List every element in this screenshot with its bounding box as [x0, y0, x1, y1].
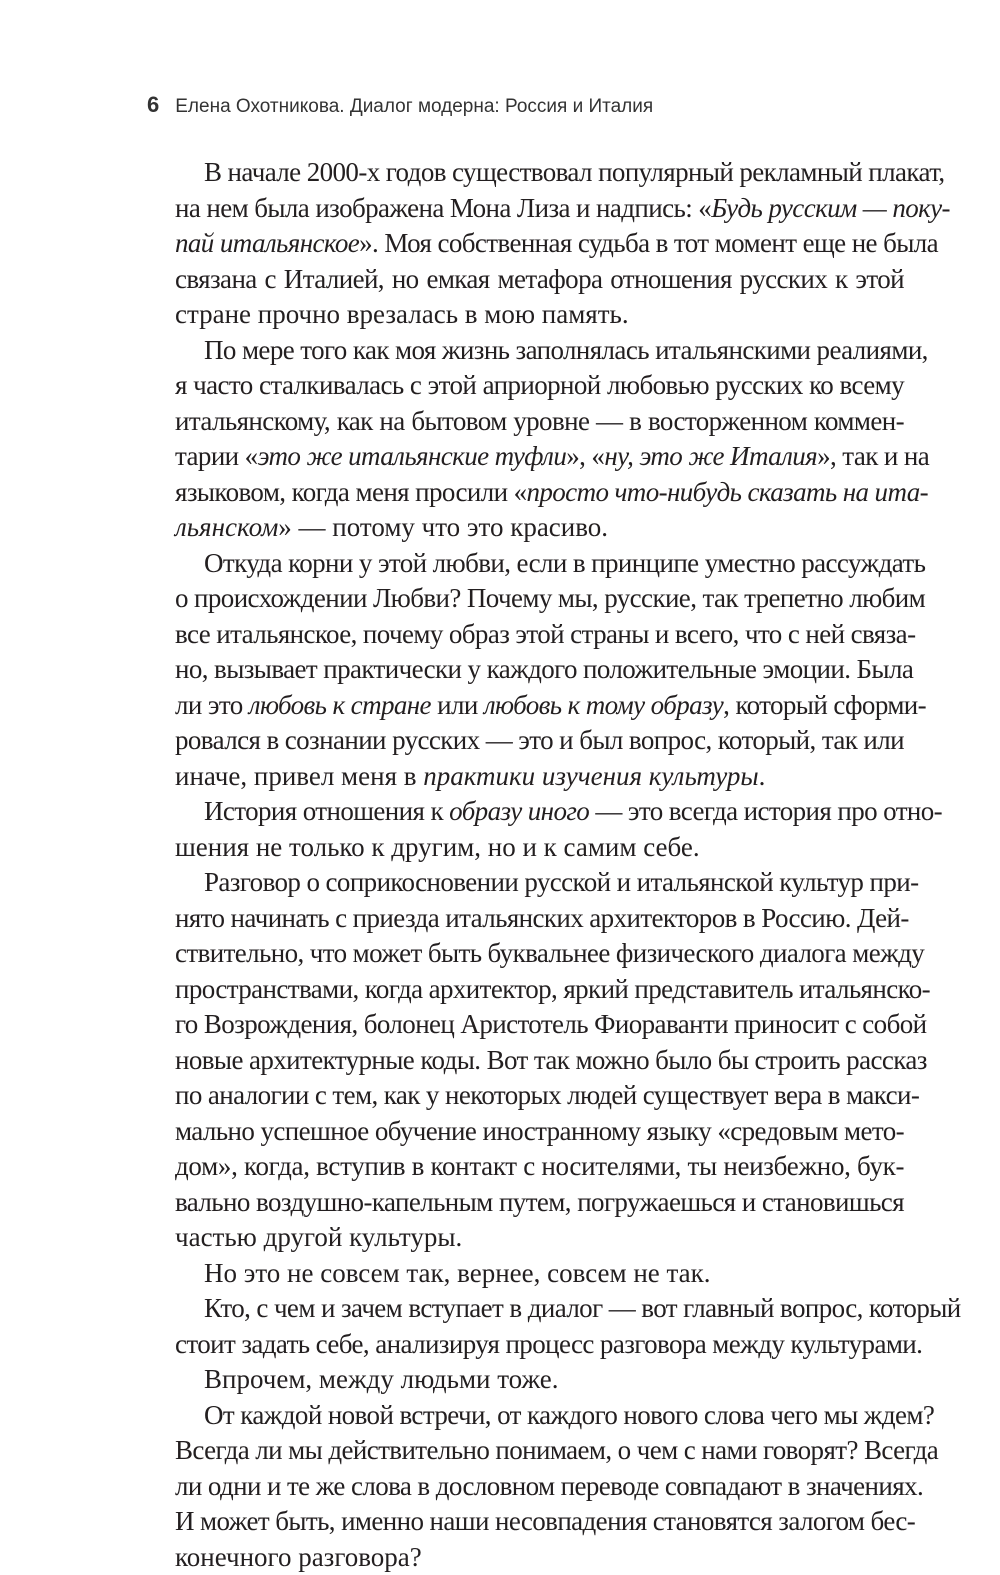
- text-run: связана с Италией, но емкая метафора отношения русских к этой: [175, 264, 904, 294]
- text-run: Откуда корни у этой любви, если в принципе уместно рассуждать: [204, 548, 925, 578]
- text-line: [146, 297, 904, 333]
- text-line: [146, 1540, 904, 1575]
- italic-run: Будь русским — поку-: [711, 193, 950, 223]
- text-run: на нем была изображена Мона Лиза и надпись: «: [175, 193, 711, 223]
- paragraph: [146, 865, 904, 1256]
- text-line: [146, 1043, 904, 1079]
- text-run: но, вызывает практически у каждого положительные эмоции. Была: [175, 654, 913, 684]
- text-run: ствительно, что может быть буквальнее физического диалога между: [175, 938, 924, 968]
- text-run: », так и на: [817, 441, 929, 471]
- text-line: [146, 368, 904, 404]
- text-run: ли это: [175, 690, 249, 720]
- text-line: [146, 1220, 904, 1256]
- text-run: В начале 2000-х годов существовал популярный рекламный плакат,: [204, 157, 945, 187]
- italic-run: любовь к тому образу: [484, 690, 723, 720]
- text-line: [146, 652, 904, 688]
- italic-run: любовь к стране: [249, 690, 431, 720]
- text-run: дом», когда, вступив в контакт с носителями, ты неизбежно, бук-: [175, 1151, 904, 1181]
- text-run: го Возрождения, болонец Аристотель Фиораванти приносит с собой: [175, 1009, 926, 1039]
- text-run: языковом, когда меня просили «: [175, 477, 526, 507]
- text-line: [146, 1433, 904, 1469]
- body-text: [146, 155, 904, 1575]
- text-line: [146, 191, 904, 227]
- paragraph: [146, 1362, 904, 1398]
- text-line: [146, 546, 904, 582]
- text-line: [146, 794, 904, 830]
- text-line: [146, 688, 904, 724]
- text-line: [146, 510, 904, 546]
- italic-run: образу иного: [449, 796, 589, 826]
- text-run: От каждой новой встречи, от каждого нового слова чего мы ждем?: [204, 1400, 934, 1430]
- text-run: ». Моя собственная судьба в тот момент еще не была: [359, 228, 938, 258]
- italic-run: это же итальянские туфли: [258, 441, 567, 471]
- text-line: [146, 759, 904, 795]
- text-line: [146, 1504, 904, 1540]
- text-line: [146, 155, 904, 191]
- text-line: [146, 1185, 904, 1221]
- text-run: — это всегда история про отно-: [589, 796, 942, 826]
- italic-run: практики изучения культуры: [423, 761, 758, 791]
- text-line: [146, 865, 904, 901]
- italic-run: пай итальянское: [175, 228, 359, 258]
- text-run: о происхождении Любви? Почему мы, русские, так трепетно любим: [175, 583, 925, 613]
- text-run: новые архитектурные коды. Вот так можно было бы строить рассказ: [175, 1045, 927, 1075]
- text-line: [146, 581, 904, 617]
- text-run: Впрочем, между людьми тоже.: [204, 1364, 559, 1394]
- text-line: [146, 1149, 904, 1185]
- text-run: По мере того как моя жизнь заполнялась итальянскими реалиями,: [204, 335, 928, 365]
- text-line: [146, 936, 904, 972]
- text-line: [146, 1007, 904, 1043]
- text-run: или: [431, 690, 484, 720]
- text-line: [146, 333, 904, 369]
- text-run: мально успешное обучение иностранному языку «средовым мето-: [175, 1116, 904, 1146]
- italic-run: просто что-нибудь сказать на ита-: [526, 477, 928, 507]
- text-line: [146, 262, 904, 298]
- text-run: иначе, привел меня в: [175, 761, 423, 791]
- text-run: Разговор о соприкосновении русской и итальянской культур при-: [204, 867, 918, 897]
- paragraph: [146, 1256, 904, 1292]
- text-run: , который сформи-: [723, 690, 926, 720]
- text-run: », «: [566, 441, 604, 471]
- text-run: История отношения к: [204, 796, 449, 826]
- text-run: ровался в сознании русских — это и был вопрос, который, так или: [175, 725, 904, 755]
- text-line: [146, 617, 904, 653]
- text-line: [146, 723, 904, 759]
- paragraph: [146, 333, 904, 546]
- text-run: И может быть, именно наши несовпадения становятся залогом бес-: [175, 1506, 915, 1536]
- text-line: [146, 972, 904, 1008]
- text-line: [146, 475, 904, 511]
- text-line: [146, 1362, 904, 1398]
- running-head: [147, 90, 653, 122]
- text-run: Всегда ли мы действительно понимаем, о чем с нами говорят? Всегда: [175, 1435, 938, 1465]
- text-line: [146, 439, 904, 475]
- text-line: [146, 1291, 904, 1327]
- text-run: Кто, с чем и зачем вступает в диалог — вот главный вопрос, который: [204, 1293, 961, 1323]
- text-run: я часто сталкивалась с этой априорной любовью русских ко всему: [175, 370, 904, 400]
- running-title: Елена Охотникова. Диалог модерна: Россия и Италия: [175, 96, 653, 117]
- text-run: итальянскому, как на бытовом уровне — в восторженном коммен-: [175, 406, 904, 436]
- text-run: пространствами, когда архитектор, яркий представитель итальянско-: [175, 974, 930, 1004]
- text-run: нято начинать с приезда итальянских архитекторов в Россию. Дей-: [175, 903, 909, 933]
- text-run: частью другой культуры.: [175, 1222, 462, 1252]
- text-line: [146, 1078, 904, 1114]
- paragraph: [146, 1398, 904, 1575]
- text-line: [146, 1398, 904, 1434]
- text-run: » — потому что это красиво.: [278, 512, 608, 542]
- text-line: [146, 1469, 904, 1505]
- text-line: [146, 1114, 904, 1150]
- text-run: по аналогии с тем, как у некоторых людей существует вера в макси-: [175, 1080, 919, 1110]
- text-line: [146, 1327, 904, 1363]
- text-line: [146, 226, 904, 262]
- paragraph: [146, 1291, 904, 1362]
- text-run: шения не только к другим, но и к самим себе.: [175, 832, 700, 862]
- paragraph: [146, 546, 904, 795]
- text-line: [146, 1256, 904, 1292]
- text-line: [146, 901, 904, 937]
- text-run: вально воздушно-капельным путем, погружаешься и становишься: [175, 1187, 904, 1217]
- italic-run: льянском: [175, 512, 278, 542]
- text-run: стоит задать себе, анализируя процесс разговора между культурами.: [175, 1329, 922, 1359]
- text-line: [146, 404, 904, 440]
- page-number: 6: [147, 92, 159, 117]
- text-run: все итальянское, почему образ этой страны и всего, что с ней связа-: [175, 619, 915, 649]
- text-run: стране прочно врезалась в мою память.: [175, 299, 629, 329]
- text-line: [146, 830, 904, 866]
- text-run: конечного разговора?: [175, 1542, 422, 1572]
- paragraph: [146, 155, 904, 333]
- italic-run: ну, это же Италия: [604, 441, 817, 471]
- text-run: .: [759, 761, 766, 791]
- text-run: Но это не совсем так, вернее, совсем не так.: [204, 1258, 711, 1288]
- text-run: тарии «: [175, 441, 258, 471]
- paragraph: [146, 794, 904, 865]
- text-run: ли одни и те же слова в дословном переводе совпадают в значениях.: [175, 1471, 923, 1501]
